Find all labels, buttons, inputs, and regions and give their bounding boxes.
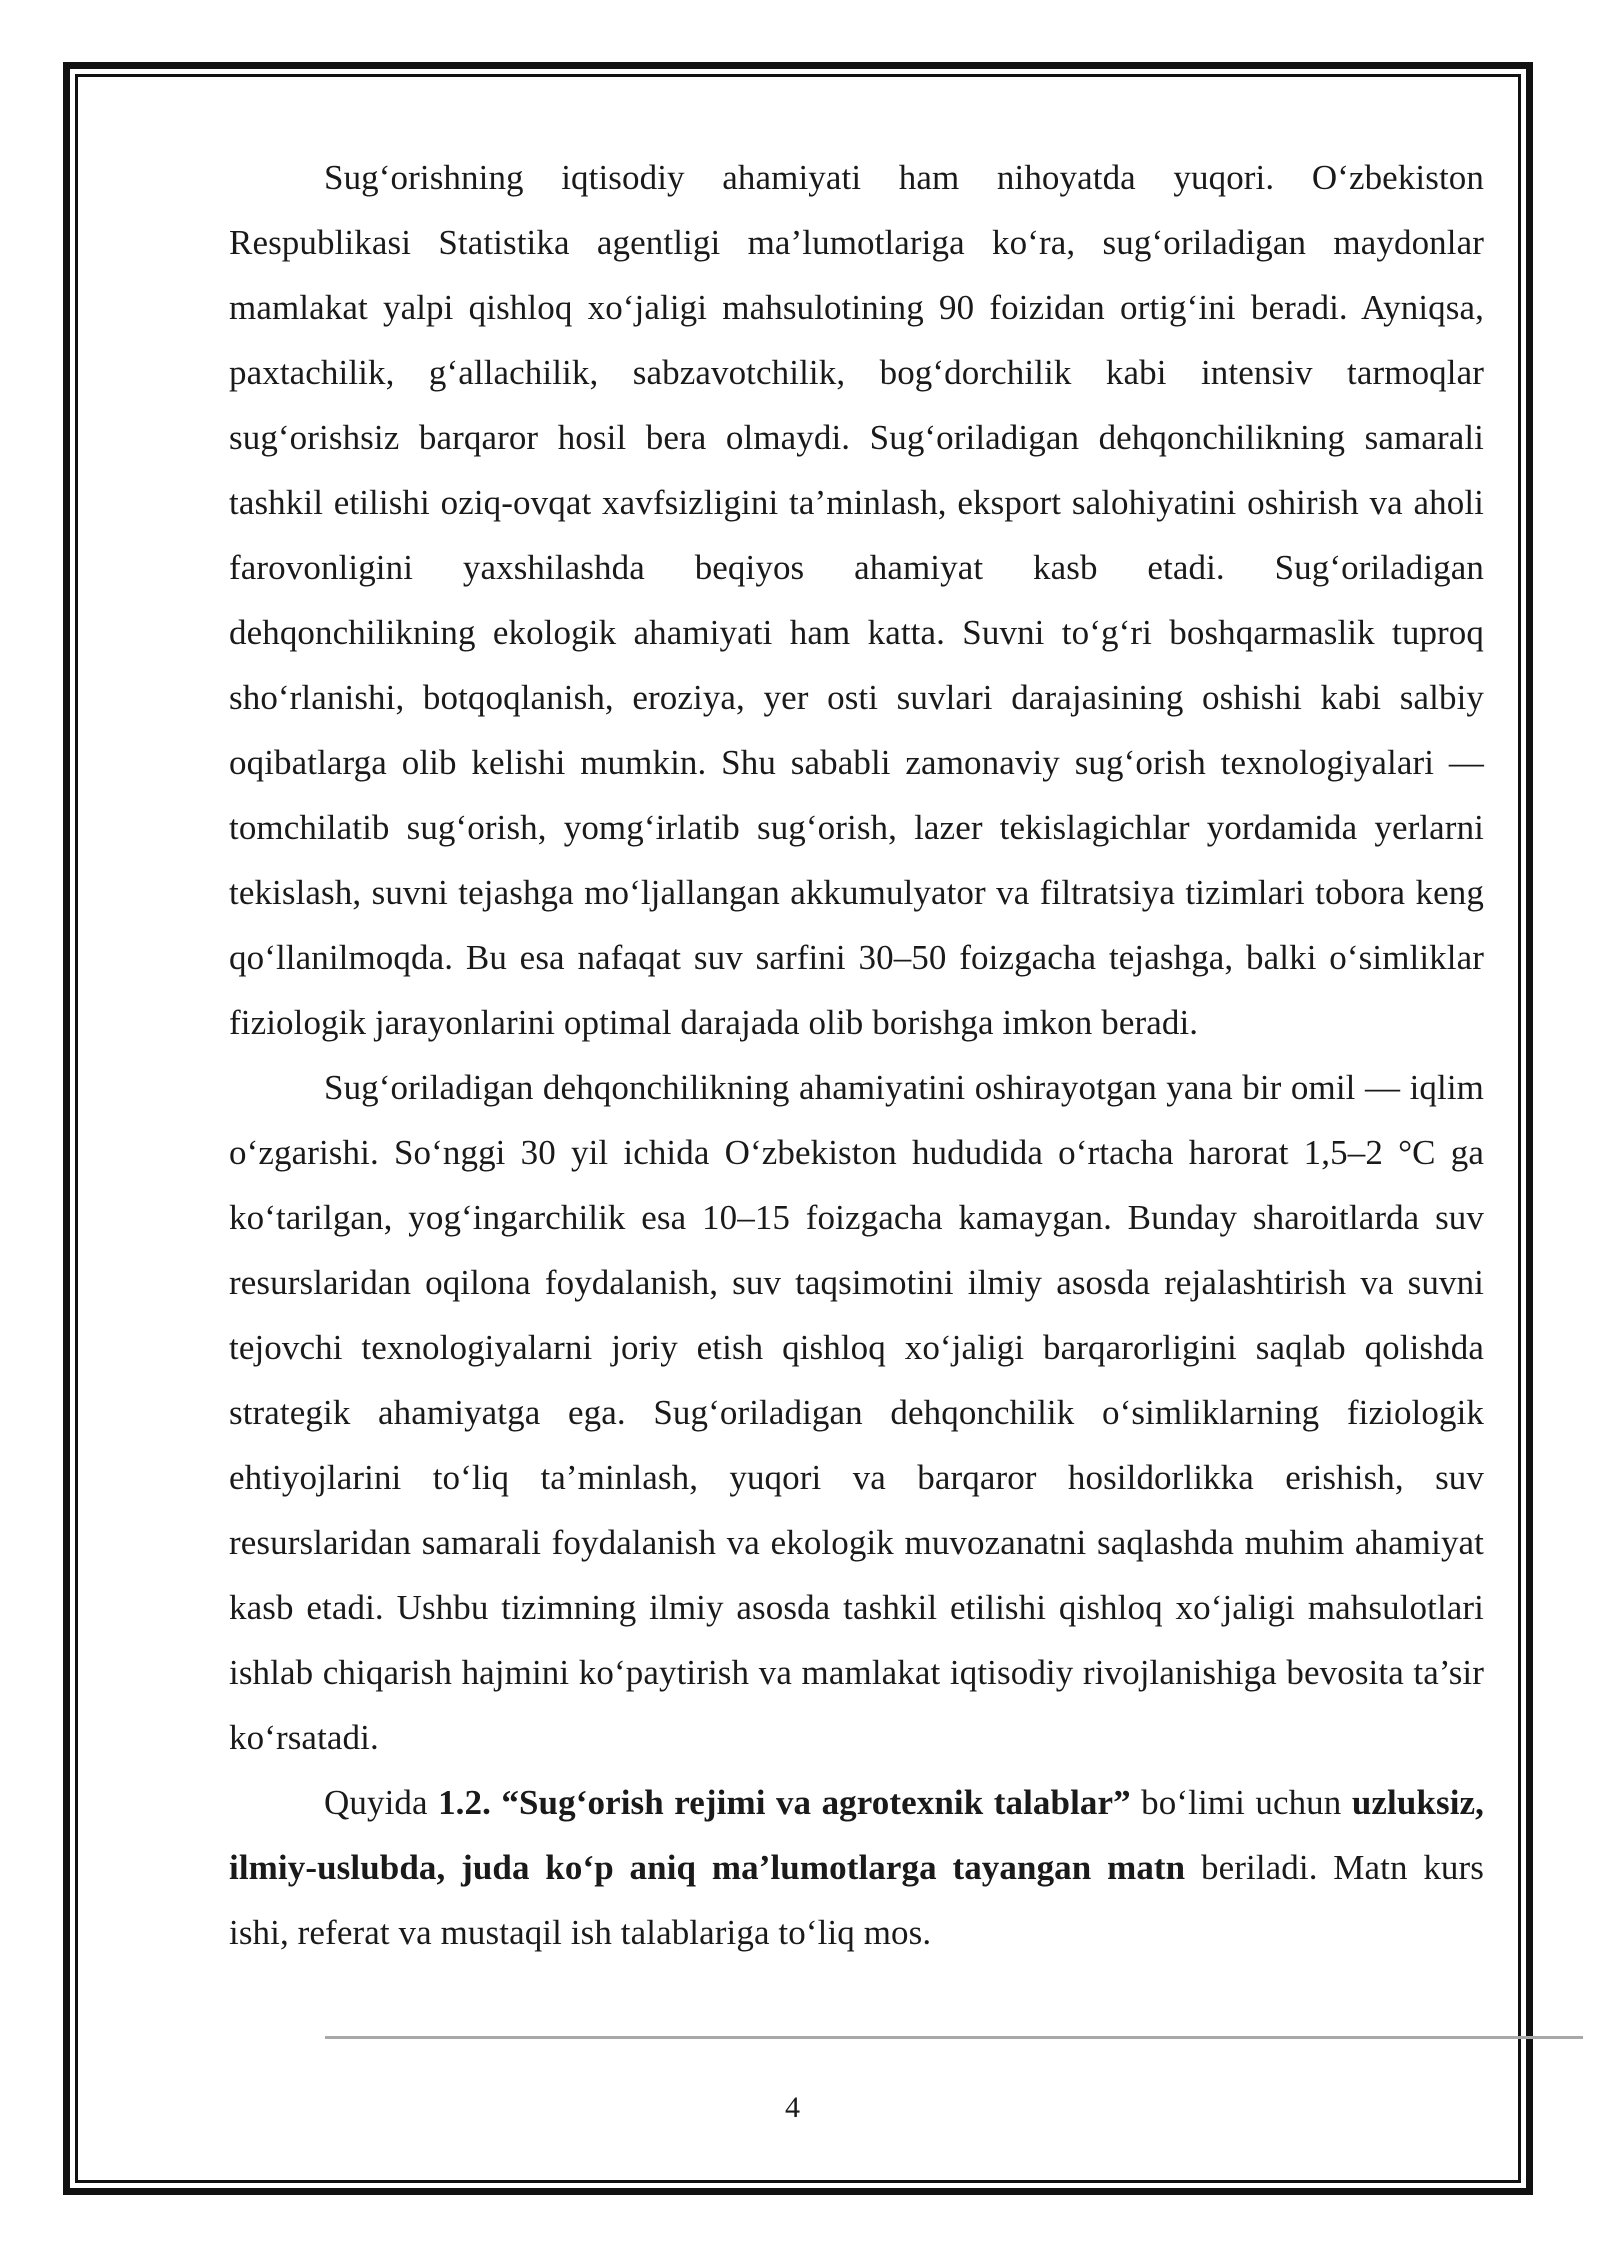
page-number-text: 4 [785, 2091, 800, 2124]
paragraph-economic-importance [229, 145, 1484, 1055]
paragraph-text: Quyida [324, 1783, 439, 1822]
paragraph-section-intro [229, 1770, 1484, 1965]
paragraph-text: bo‘limi uchun [1130, 1783, 1352, 1822]
emphasis-bold: uzluksiz, ilmiy-uslubda, juda ko‘p aniq ma’lumotlarga tayangan matn [229, 1783, 1484, 1887]
paragraph-text: beriladi. Matn kurs ishi, referat va mustaqil ish talablariga to‘liq mos. [229, 1848, 1484, 1952]
paragraph-text: Sug‘orishning iqtisodiy ahamiyati ham nihoyatda yuqori. O‘zbekiston Respublikasi Statistika agentligi ma’lumotlariga ko‘ra, sug‘oriladigan maydonlar mamlakat yalpi qishloq xo‘jaligi mahsulotining 90 foizidan ortig‘ini beradi. Ayniqsa, paxtachilik, g‘allachilik, sabzavotchilik, bog‘dorchilik kabi intensiv tarmoqlar sug‘orishsiz barqaror hosil bera olmaydi. Sug‘oriladigan dehqonchilikning samarali tashkil etilishi oziq-ovqat xavfsizligini ta’minlash, eksport salohiyatini oshirish va aholi farovonligini yaxshilashda beqiyos ahamiyat kasb etadi. Sug‘oriladigan dehqonchilikning ekologik ahamiyati ham katta. Suvni to‘g‘ri boshqarmaslik tuproq sho‘rlanishi, botqoqlanish, eroziya, yer osti suvlari darajasining oshishi kabi salbiy oqibatlarga olib kelishi mumkin. Shu sababli zamonaviy sug‘orish texnologiyalari — tomchilatib sug‘orish, yomg‘irlatib sug‘orish, lazer tekislagichlar yordamida yerlarni tekislash, suvni tejashga mo‘ljallangan akkumulyator va filtratsiya tizimlari tobora keng qo‘llanilmoqda. Bu esa nafaqat suv sarfini 30–50 foizgacha tejashga, balki o‘simliklar fiziologik jarayonlarini optimal darajada olib borishga imkon beradi. [229, 158, 1484, 1042]
document-body [229, 145, 1484, 1965]
paragraph-text: Sug‘oriladigan dehqonchilikning ahamiyatini oshirayotgan yana bir omil — iqlim o‘zgarishi. So‘nggi 30 yil ichida O‘zbekiston hududida o‘rtacha harorat 1,5–2 °C ga ko‘tarilgan, yog‘ingarchilik esa 10–15 foizgacha kamaygan. Bunday sharoitlarda suv resurslaridan oqilona foydalanish, suv taqsimotini ilmiy asosda rejalashtirish va suvni tejovchi texnologiyalarni joriy etish qishloq xo‘jaligi barqarorligini saqlab qolishda strategik ahamiyatga ega. Sug‘oriladigan dehqonchilik o‘simliklarning fiziologik ehtiyojlarini to‘liq ta’minlash, yuqori va barqaror hosildorlikka erishish, suv resurslaridan samarali foydalanish va ekologik muvozanatni saqlashda muhim ahamiyat kasb etadi. Ushbu tizimning ilmiy asosda tashkil etilishi qishloq xo‘jaligi mahsulotlari ishlab chiqarish hajmini ko‘paytirish va mamlakat iqtisodiy rivojlanishiga bevosita ta’sir ko‘rsatadi. [229, 1068, 1484, 1757]
footer-rule [325, 2036, 1583, 2039]
section-title-bold: 1.2. “Sug‘orish rejimi va agrotexnik talablar” [438, 1783, 1131, 1822]
paragraph-climate-change [229, 1055, 1484, 1770]
